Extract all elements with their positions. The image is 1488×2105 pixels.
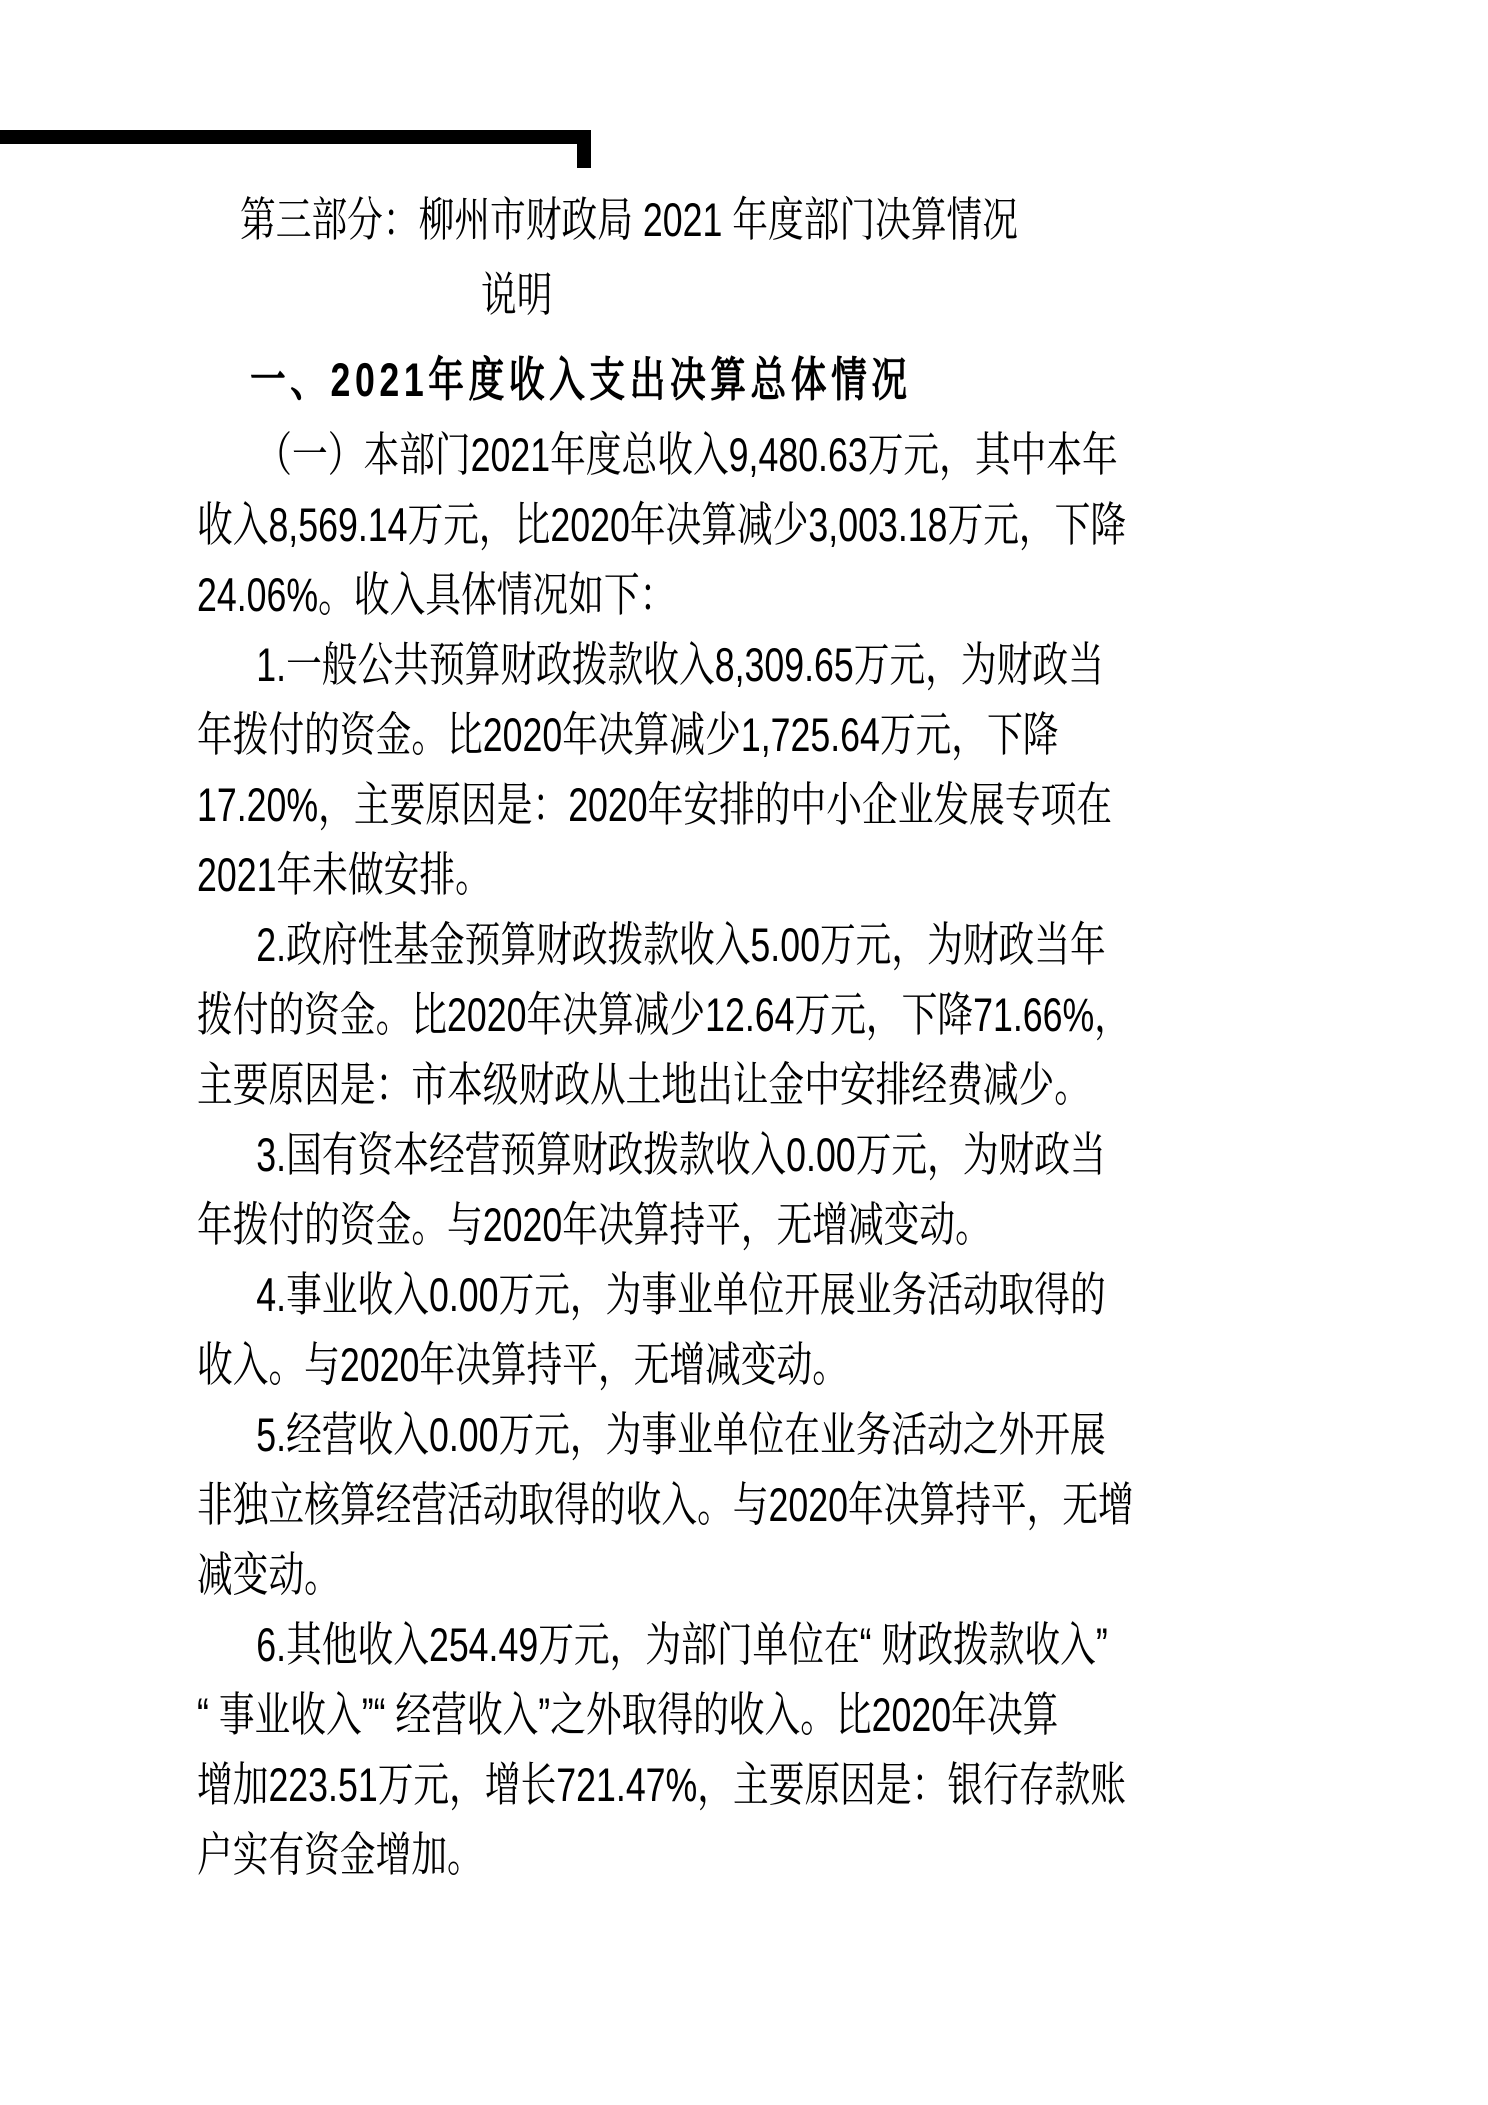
body-line: 6.其他收入254.49万元，为部门单位在“ 财政拨款收入” xyxy=(256,1618,1108,1671)
body-line: 减变动。 xyxy=(197,1548,340,1601)
body-line: 收入8,569.14万元，比2020年决算减少3,003.18万元，下降 xyxy=(197,498,1127,551)
scan-artifact-line xyxy=(0,130,588,144)
body-line: 5.经营收入0.00万元，为事业单位在业务活动之外开展 xyxy=(256,1408,1106,1461)
document-body xyxy=(197,420,1430,1890)
body-line: 年拨付的资金。与2020年决算持平，无增减变动。 xyxy=(197,1198,991,1251)
body-line: 1.一般公共预算财政拨款收入8,309.65万元，为财政当 xyxy=(256,638,1104,691)
body-line: 2021年未做安排。 xyxy=(197,848,491,901)
body-line: 户实有资金增加。 xyxy=(197,1828,483,1881)
body-line: 17.20%，主要原因是：2020年安排的中小企业发展专项在 xyxy=(197,778,1113,831)
document-title-line-2: 说明 xyxy=(481,268,553,321)
body-line: 4.事业收入0.00万元，为事业单位开展业务活动取得的 xyxy=(256,1268,1106,1321)
body-line: 拨付的资金。比2020年决算减少12.64万元，下降71.66%， xyxy=(197,988,1130,1041)
body-line: 2.政府性基金预算财政拨款收入5.00万元，为财政当年 xyxy=(256,918,1106,971)
body-line: 增加223.51万元，增长721.47%，主要原因是：银行存款账 xyxy=(197,1758,1126,1811)
body-line: 主要原因是：市本级财政从土地出让金中安排经费减少。 xyxy=(197,1058,1090,1111)
body-line: 年拨付的资金。比2020年决算减少1,725.64万元，下降 xyxy=(197,708,1059,761)
body-line: 24.06%。收入具体情况如下： xyxy=(197,568,676,621)
body-line: （一）本部门2021年度总收入9,480.63万元，其中本年 xyxy=(256,428,1118,481)
body-line: 3.国有资本经营预算财政拨款收入0.00万元，为财政当 xyxy=(256,1128,1106,1181)
body-line: “ 事业收入”“ 经营收入”之外取得的收入。比2020年决算 xyxy=(197,1688,1059,1741)
body-line: 非独立核算经营活动取得的收入。与2020年决算持平，无增 xyxy=(197,1478,1134,1531)
document-title-line-1: 第三部分：柳州市财政局 2021 年度部门决算情况 xyxy=(240,193,1018,246)
body-line: 收入。与2020年决算持平，无增减变动。 xyxy=(197,1338,848,1391)
scan-artifact-mark xyxy=(577,130,591,168)
section-heading: 一、2021年度收入支出决算总体情况 xyxy=(250,353,912,406)
